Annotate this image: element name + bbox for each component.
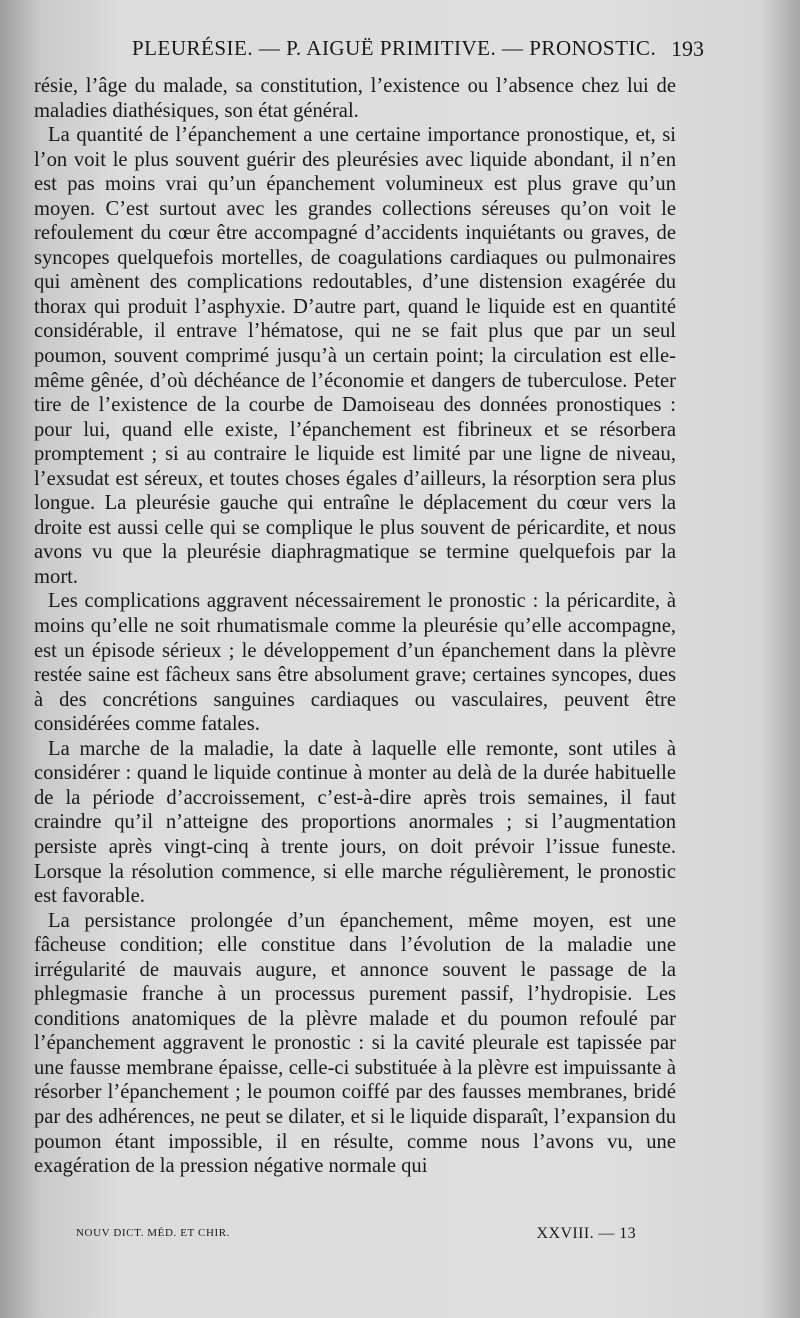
paragraph: La quantité de l’épanchement a une certaine importance pronostique, et, si l’on voit le plus souvent guérir des pleurésies avec liquide abondant, il n’en est pas moins vrai qu’un épanchement volumineux est plus grave qu’un moyen. C’est surtout avec les grandes collections séreuses qu’on voit le refoulement du cœur être accompagné d’accidents inquiétants ou graves, de syncopes quelquefois mortelles, de coagulations cardiaques ou pulmonaires qui amènent des complications redoutables, d’une distension exagérée du thorax qui produit l’asphyxie. D’autre part, quand le liquide est en quantité considérable, il entrave l’hématose, qui ne se fait plus que par un seul poumon, souvent comprimé jusqu’à un certain point; la circulation est elle-même gênée, d’où déchéance de l’économie et dangers de tuberculose. Peter tire de l’existence de la courbe de Damoiseau des données pronostiques : pour lui, quand elle existe, l’épanchement est fibrineux et se résorbera promptement ; si au contraire le liquide est limité par une ligne de niveau, l’exsudat est séreux, et toutes choses égales d’ailleurs, la résorption sera plus longue. La pleurésie gauche qui entraîne le déplacement du cœur vers la droite est aussi celle qui se complique le plus souvent de péricardite, et nous avons vu que la pleurésie diaphragmatique se termine quelquefois par la mort.: [34, 124, 676, 588]
paragraph: La persistance prolongée d’un épanchement, même moyen, est une fâcheuse condition; elle constitue dans l’évolution de la maladie une irrégularité de mauvais augure, et annonce souvent le passage de la phlegmasie franche à un processus purement passif, l’hydropisie. Les conditions anatomiques de la plèvre malade et du poumon refoulé par l’épanchement aggravent le pronostic : si la cavité pleurale est tapissée par une fausse membrane épaisse, celle-ci substituée à la plèvre est impuissante à résorber l’épanchement ; le poumon coiffé par des fausses membranes, bridé par des adhérences, ne peut se dilater, et si le liquide disparaît, l’expansion du poumon étant impossible, il en résulte, comme nous l’avons vu, une exagération de la pression négative normale qui: [34, 909, 676, 1178]
running-title: PLEURÉSIE. — P. AIGUË PRIMITIVE. — PRONOSTIC.: [132, 36, 657, 60]
footer-signature: NOUV DICT. MÉD. ET CHIR.: [76, 1227, 231, 1239]
page-number: 193: [671, 36, 704, 61]
page-header: [36, 36, 704, 66]
body-text: [34, 74, 676, 1179]
paragraph: résie, l’âge du malade, sa constitution, l’existence ou l’absence chez lui de maladies diathésiques, son état général.: [34, 75, 676, 122]
paragraph: La marche de la maladie, la date à laquelle elle remonte, sont utiles à considérer : quand le liquide continue à monter au delà de la durée habituelle de la période d’accroissement, c’est-à-dire après trois semaines, il faut craindre qu’il n’atteigne des proportions anormales ; si l’augmentation persiste après vingt-cinq à trente jours, on doit prévoir l’issue funeste. Lorsque la résolution commence, si elle marche régulièrement, le pronostic est favorable.: [34, 737, 676, 908]
page-footer: [76, 1225, 636, 1245]
paragraph: Les complications aggravent nécessairement le pronostic : la péricardite, à moins qu’elle ne soit rhumatismale comme la pleurésie qu’elle accompagne, est un épisode sérieux ; le développement d’un épanchement dans la plèvre restée saine est fâcheux sans être absolument grave; certaines syncopes, dues à des concrétions sanguines cardiaques ou vasculaires, peuvent être considérées comme fatales.: [34, 590, 676, 736]
footer-volume-mark: XXVIII. — 13: [536, 1225, 636, 1242]
